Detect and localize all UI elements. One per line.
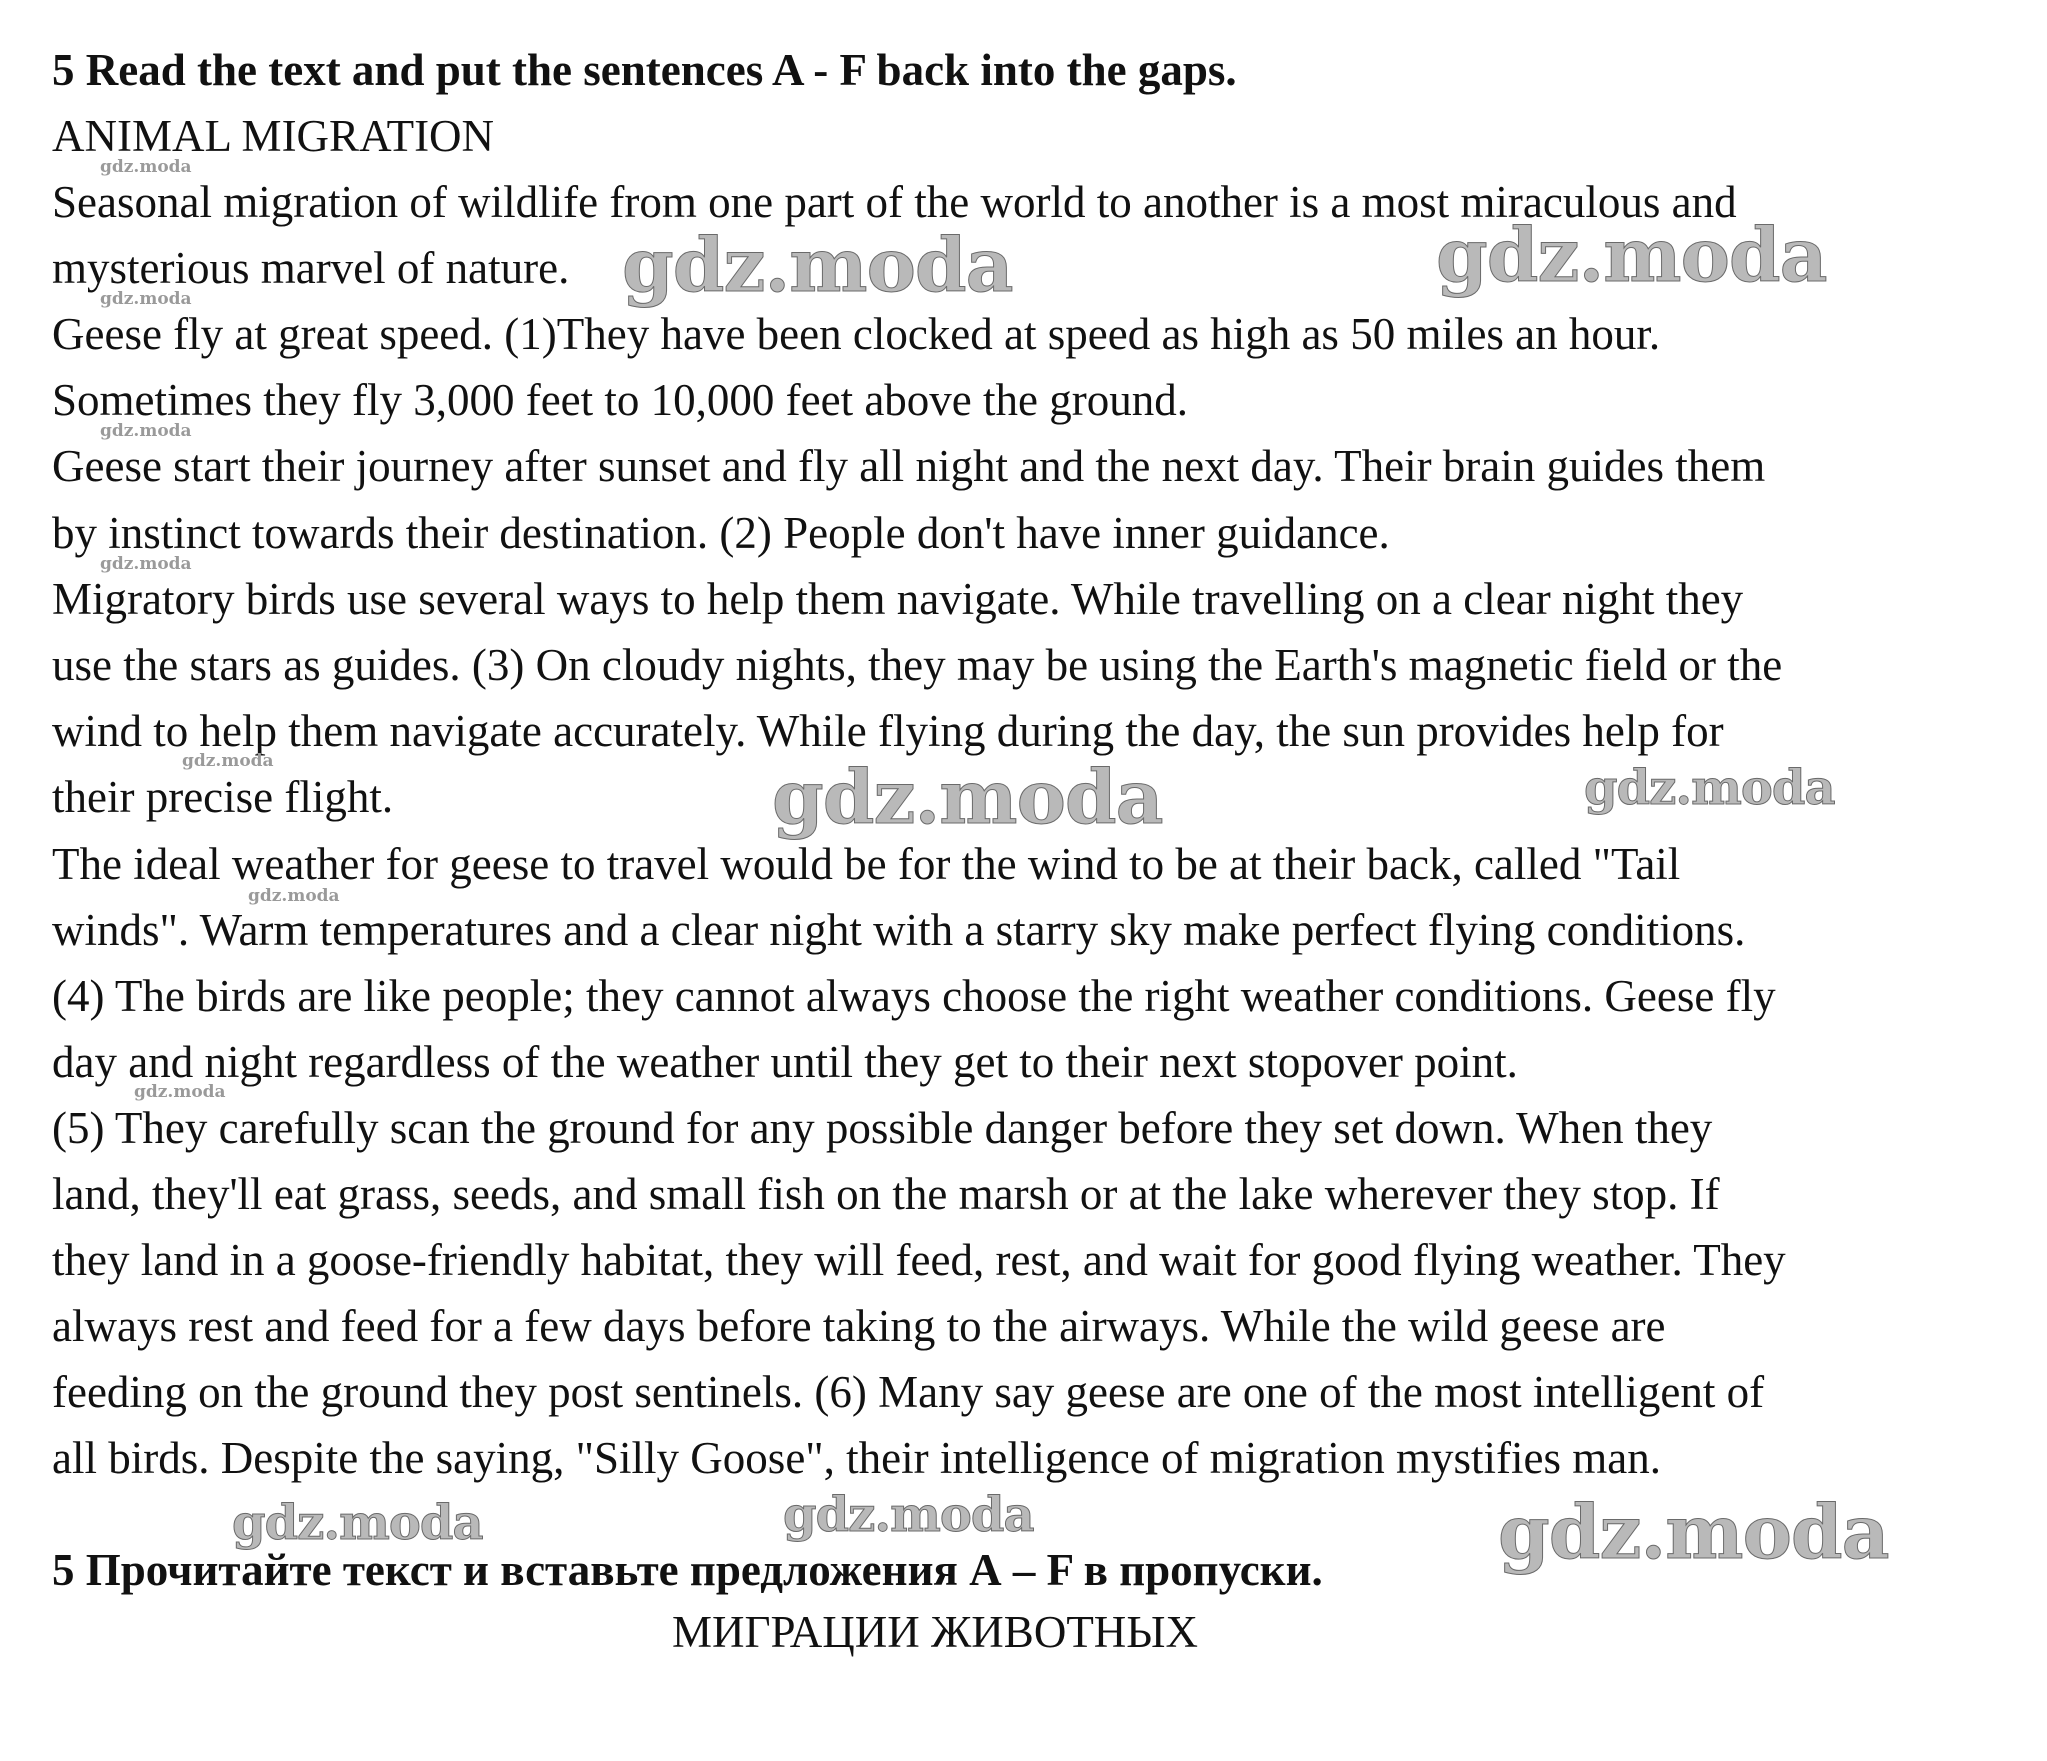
text-line: by instinct towards their destination. (2) People don't have inner guidance. — [52, 508, 1390, 558]
text-line: Seasonal migration of wildlife from one part of the world to another is a most miraculous and — [52, 177, 1737, 227]
text-line: Migratory birds use several ways to help them navigate. While travelling on a clear night they — [52, 574, 1744, 624]
translation-title: МИГРАЦИИ ЖИВОТНЫХ — [671, 1607, 1199, 1657]
watermark-logo: gdz.moda — [772, 755, 1163, 841]
text-line: use the stars as guides. (3) On cloudy nights, they may be using the Earth's magnetic field or the — [52, 640, 1783, 690]
watermark-logo: gdz.moda — [783, 1487, 1034, 1543]
text-line: winds". Warm temperatures and a clear night with a starry sky make perfect flying conditions. — [52, 905, 1746, 955]
watermark-logo-small: gdz.moda — [100, 289, 192, 309]
text-line: Geese fly at great speed. (1)They have been clocked at speed as high as 50 miles an hour. — [52, 309, 1661, 359]
watermark-logo: gdz.moda — [232, 1495, 483, 1551]
text-line: wind to help them navigate accurately. While flying during the day, the sun provides help for — [52, 706, 1724, 756]
watermark-logo-small: gdz.moda — [100, 157, 192, 177]
translation-heading: 5 Прочитайте текст и вставьте предложения А – F в пропуски. — [52, 1545, 1323, 1595]
text-title: ANIMAL MIGRATION — [52, 111, 495, 161]
watermark-logo: gdz.moda — [1436, 213, 1827, 299]
text-line: they land in a goose-friendly habitat, they will feed, rest, and wait for good flying weather. They — [52, 1235, 1786, 1285]
watermark-logo-small: gdz.moda — [134, 1082, 226, 1102]
watermark-logo: gdz.moda — [1498, 1490, 1889, 1576]
text-line: (4) The birds are like people; they cannot always choose the right weather conditions. Geese fly — [52, 971, 1776, 1021]
exercise-heading: 5 Read the text and put the sentences A - F back into the gaps. — [52, 45, 1237, 95]
text-line: day and night regardless of the weather until they get to their next stopover point. — [52, 1037, 1518, 1087]
text-line: their precise flight. — [52, 772, 394, 822]
watermark-logo-small: gdz.moda — [100, 554, 192, 574]
watermark-logo-small: gdz.moda — [182, 751, 274, 771]
text-line: always rest and feed for a few days before taking to the airways. While the wild geese are — [52, 1301, 1666, 1351]
text-line: Geese start their journey after sunset and fly all night and the next day. Their brain guides them — [52, 441, 1766, 491]
watermark-logo-small: gdz.moda — [248, 886, 340, 906]
watermark-logo: gdz.moda — [622, 223, 1013, 309]
text-line: mysterious marvel of nature. — [52, 243, 570, 293]
text-line: feeding on the ground they post sentinels. (6) Many say geese are one of the most intelligent of — [52, 1367, 1765, 1417]
text-line: all birds. Despite the saying, "Silly Goose", their intelligence of migration mystifies man. — [52, 1433, 1661, 1483]
watermark-logo-small: gdz.moda — [100, 421, 192, 441]
text-line: land, they'll eat grass, seeds, and small fish on the marsh or at the lake wherever they stop. If — [52, 1169, 1720, 1219]
text-line: The ideal weather for geese to travel would be for the wind to be at their back, called "Tail — [52, 839, 1681, 889]
text-line: (5) They carefully scan the ground for any possible danger before they set down. When they — [52, 1103, 1713, 1153]
text-line: Sometimes they fly 3,000 feet to 10,000 feet above the ground. — [52, 375, 1188, 425]
watermark-logo: gdz.moda — [1584, 760, 1835, 816]
